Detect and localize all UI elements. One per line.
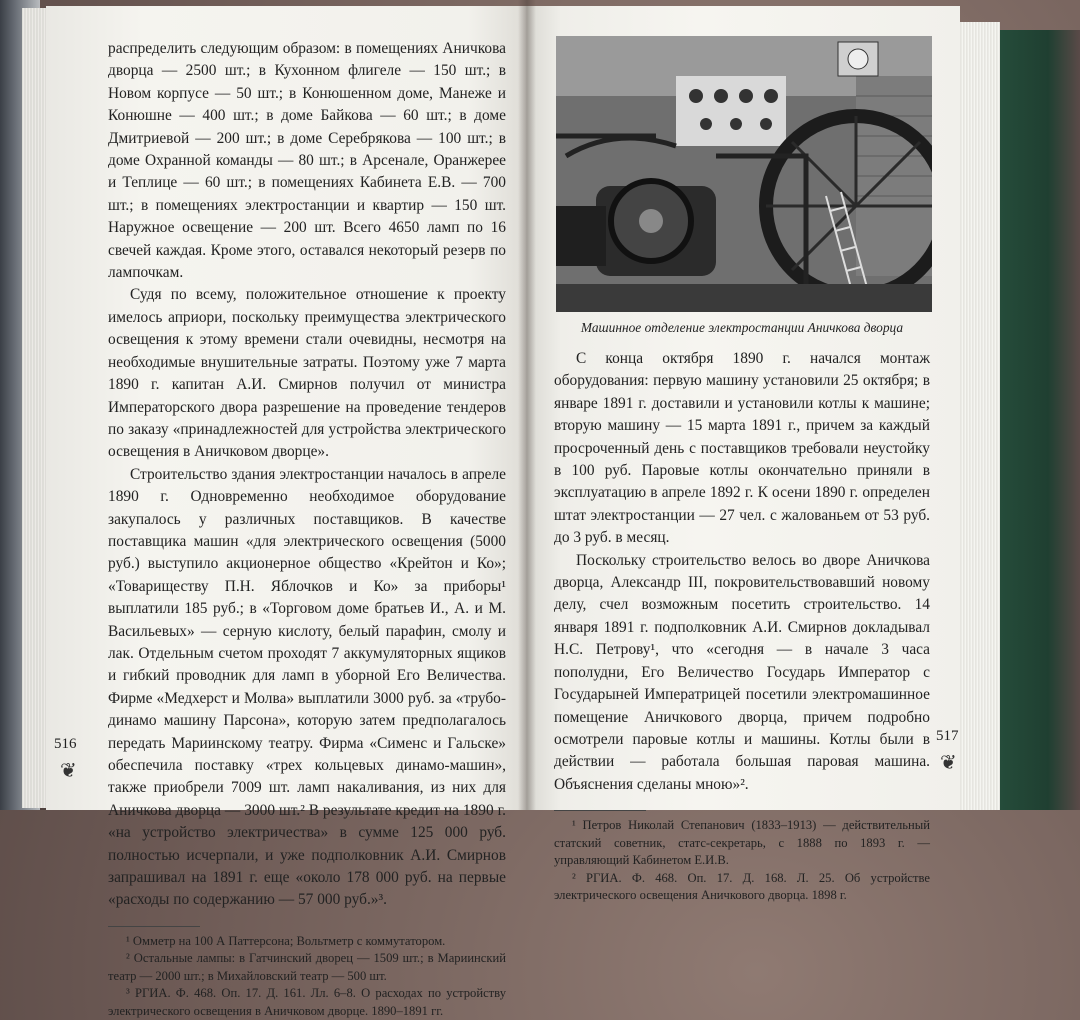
right-page (526, 6, 960, 903)
left-paragraph-3: Строительство здания электростанции началось в апреле 1890 г. Одновременно необходимое оборудование закупалось у различных поставщиков. В качестве поставщика машин «для электрического освещения (5000 руб.) выступило акционерное общество «Крейтон и Ко»; «Товариществу П.Н. Яблочков и Ко» за приборы¹ выплатили 185 руб.; в «Торговом доме братьев И., А. и М. Васильевых» — серную кислоту, белый парафин, смолу и лак. Отдельным счетом проходят 7 аккумуляторных ящиков и гибкий проводник для ламп в уборной Его Величества. Фирме «Медхерст и Молва» выплатили 3000 руб. за «трубо-динамо машину Парсона», которую затем предполагалось передать Мариинскому театру. Фирма «Сименс и Гальске» обеспечила поставку «трех кольцевых динамо-машин», также приобрели 7009 шт. ламп накаливания, из них для Аничкова дворца — 3000 шт.² В результате кредит на 1890 г. «на устройство электричества» в сумме 125 000 руб. полностью исчерпали, и уже подполковник А.И. Смирнов запрашивал на 1891 г. еще «около 178 000 руб. на первые «расходы по содержанию — 57 000 руб.»³. (108, 465, 506, 909)
footnote-divider (108, 926, 200, 927)
book-cover-edge (1000, 30, 1080, 810)
footnote-divider (554, 810, 646, 811)
left-paragraph-1: распределить следующим образом: в помещениях Аничкова дворца — 2500 шт.; в Кухонном флигеле — 150 шт.; в Новом корпусе — 50 шт.; в Конюшенном доме, Манеже и Конюшне — 400 шт.; в доме Байкова — 60 шт.; в доме Дмитриевой — 200 шт.; в доме Серебрякова — 100 шт.; в доме Охранной команды — 80 шт.; в Арсенале, Оранжерее и Теплице — 60 шт.; в помещениях Кабинета Е.В. — 700 шт.; в помещениях электростанции и квартир — 150 шт. Наружное освещение — 200 шт. Всего 4650 ламп по 16 свечей каждая. Кроме этого, оставался некоторый резерв по лампочкам. (108, 40, 506, 282)
right-paragraph-2: Поскольку строительство велось во дворе Аничкова дворца, Александр III, покровительствовавший новому делу, счел возможным посетить строительство. 14 января 1891 г. подполковник А.И. Смирнов докладывал Н.С. Петрову¹, что «сегодня — в начале 3 часа пополудни, Его Величество Государь Император с Государыней Императрицей посетили электромашинное помещение Аничкового дворца, причем подробно осмотрели паровые котлы и машины. Котлы были в действии — работала большая паровая машина. Объяснения сделаны мною»². (554, 551, 930, 793)
left-footnote-2: ² Остальные лампы: в Гатчинский дворец — 1509 шт.; в Мариинский театр — 2000 шт.; в Михайловский театр — 500 шт. (108, 951, 506, 983)
right-paragraph-1: С конца октября 1890 г. начался монтаж оборудования: первую машину установили 25 октября; в январе 1891 г. доставили и установили котлы к машине; вторую машину — 15 марта 1891 г., причем за каждый просроченный день с поставщиков требовали неустойку в 100 руб. Паровые котлы окончательно приняли в эксплуатацию в апреле 1892 г. К осени 1890 г. определен штат электростанции — 27 чел. с жалованьем от 53 руб. до 3 руб. в месяц. (554, 350, 930, 547)
left-footnote-3: ³ РГИА. Ф. 468. Оп. 17. Д. 161. Лл. 6–8. О расходах по устройству электрического освещения в Аничковом дворце. 1890–1891 гг. (108, 986, 506, 1018)
page-number-left: 516 (54, 736, 77, 752)
fleuron-ornament-icon: ❦ (940, 752, 957, 774)
fleuron-ornament-icon: ❦ (60, 760, 77, 782)
right-footnote-1: ¹ Петров Николай Степанович (1833–1913) — действительный статский советник, статс-секретарь, с 1888 по 1893 г. — управляющий Кабинетом Е.И.В. (554, 818, 930, 868)
book-gutter (518, 0, 536, 810)
page-stack-right (958, 22, 1000, 810)
page-number-right: 517 (936, 728, 959, 744)
left-footnote-1: ¹ Омметр на 100 А Паттерсона; Вольтметр с коммутатором. (126, 933, 446, 948)
right-footnote-2: ² РГИА. Ф. 468. Оп. 17. Д. 168. Л. 25. Об устройстве электрического освещения Аничкового дворца. 1898 г. (554, 870, 930, 903)
left-page (46, 6, 526, 1018)
engine-room-photo (556, 36, 932, 312)
photo-caption: Машинное отделение электростанции Аничкова дворца (580, 320, 904, 335)
left-paragraph-2: Судя по всему, положительное отношение к проекту имелось априори, поскольку преимущества электрического освещения к этому времени стали очевидны, несмотря на необходимые внушительные затраты. Поэтому уже 7 марта 1890 г. капитан А.И. Смирнов получил от министра Императорского двора разрешение на проведение тендеров по заказу «принадлежностей для устройства электрического освещения в Аничковом дворце». (108, 286, 506, 461)
